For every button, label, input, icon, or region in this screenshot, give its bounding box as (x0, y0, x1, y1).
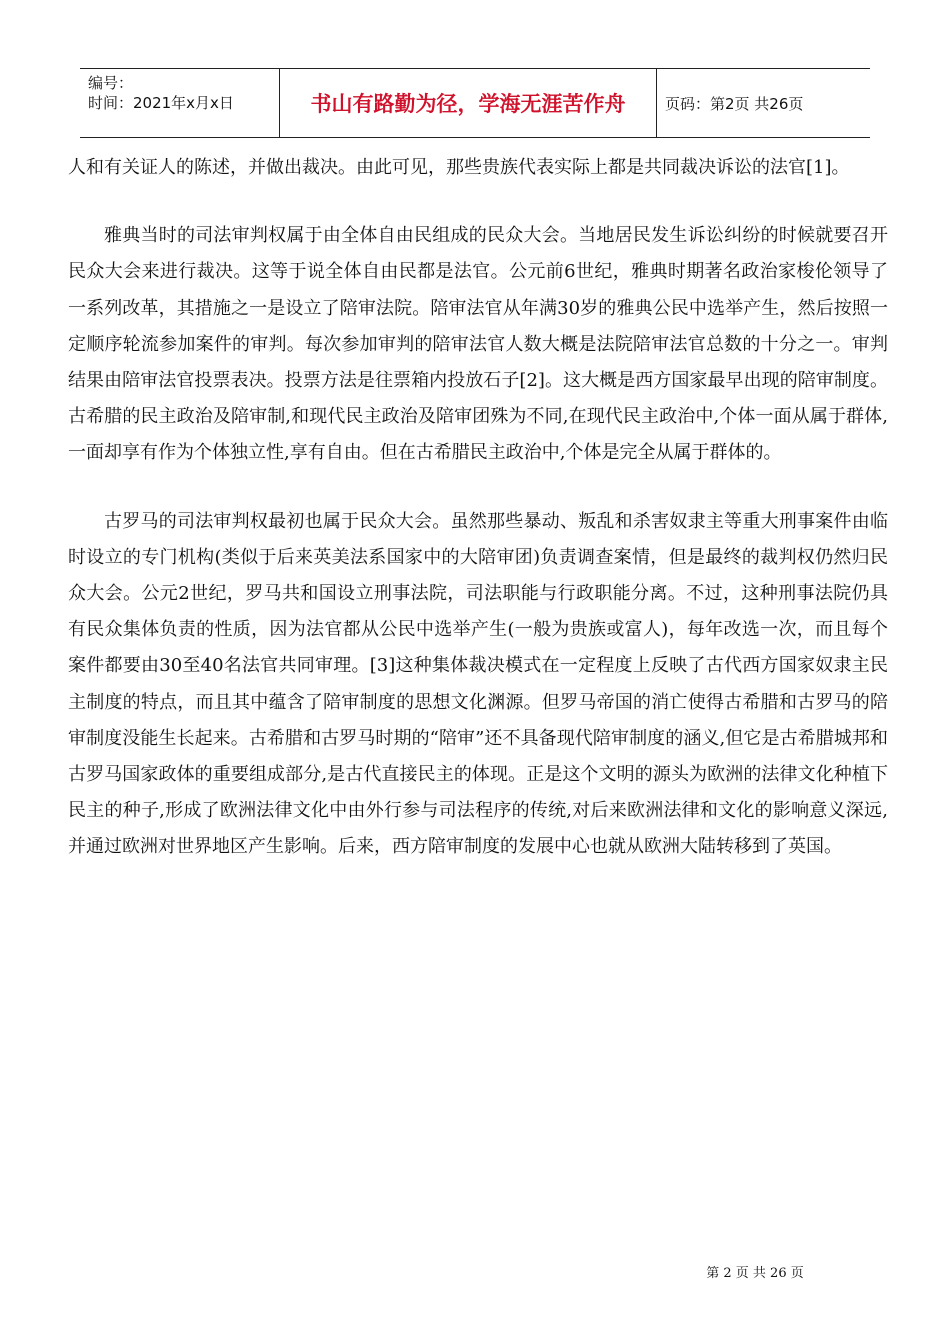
page-header (80, 68, 870, 138)
page-footer (0, 1262, 950, 1281)
header-page-info: 页码：第2页 共26页 (665, 94, 804, 113)
header-meta (80, 69, 280, 137)
paragraph-athens: 雅典当时的司法审判权属于由全体自由民组成的民众大会。当地居民发生诉讼纠纷的时候就要召开民众大会来进行裁决。这等于说全体自由民都是法官。公元前6世纪，雅典时期著名政治家梭伦领导了一系列改革，其措施之一是设立了陪审法院。陪审法官从年满30岁的雅典公民中选举产生，然后按照一定顺序轮流参加案件的审判。每次参加审判的陪审法官人数大概是法院陪审法官总数的十分之一。审判结果由陪审法官投票表决。投票方法是往票箱内投放石子[2]。这大概是西方国家最早出现的陪审制度。古希腊的民主政治及陪审制,和现代民主政治及陪审团殊为不同,在现代民主政治中,个体一面从属于群体,一面却享有作为个体独立性,享有自由。但在古希腊民主政治中,个体是完全从属于群体的。 (68, 225, 888, 464)
paragraph-continuation: 人和有关证人的陈述，并做出裁决。由此可见，那些贵族代表实际上都是共同裁决诉讼的法官[1]。 (68, 157, 850, 178)
footer-page-number: 第 2 页 共 26 页 (706, 1266, 804, 1281)
paragraph-rome: 古罗马的司法审判权最初也属于民众大会。虽然那些暴动、叛乱和杀害奴隶主等重大刑事案件由临时设立的专门机构(类似于后来英美法系国家中的大陪审团)负责调查案情，但是最终的裁判权仍然归民众大会。公元2世纪，罗马共和国设立刑事法院，司法职能与行政职能分离。不过，这种刑事法院仍具有民众集体负责的性质，因为法官都从公民中选举产生(一般为贵族或富人)，每年改选一次，而且每个案件都要由30至40名法官共同审理。[3]这种集体裁决模式在一定程度上反映了古代西方国家奴隶主民主制度的特点，而且其中蕴含了陪审制度的思想文化渊源。但罗马帝国的消亡使得古希腊和古罗马的陪审制度没能生长起来。古希腊和古罗马时期的“陪审”还不具备现代陪审制度的涵义,但它是古希腊城邦和古罗马国家政体的重要组成部分,是古代直接民主的体现。正是这个文明的源头为欧洲的法律文化种植下民主的种子,形成了欧洲法律文化中由外行参与司法程序的传统,对后来欧洲法律和文化的影响意义深远,并通过欧洲对世界地区产生影响。后来，西方陪审制度的发展中心也就从欧洲大陆转移到了英国。 (68, 510, 888, 858)
header-motto: 书山有路勤为径，学海无涯苦作舟 (280, 69, 657, 137)
document-body (68, 150, 888, 898)
document-date: 时间：2021年x月x日 (88, 94, 234, 112)
document-number: 编号： (88, 74, 134, 92)
